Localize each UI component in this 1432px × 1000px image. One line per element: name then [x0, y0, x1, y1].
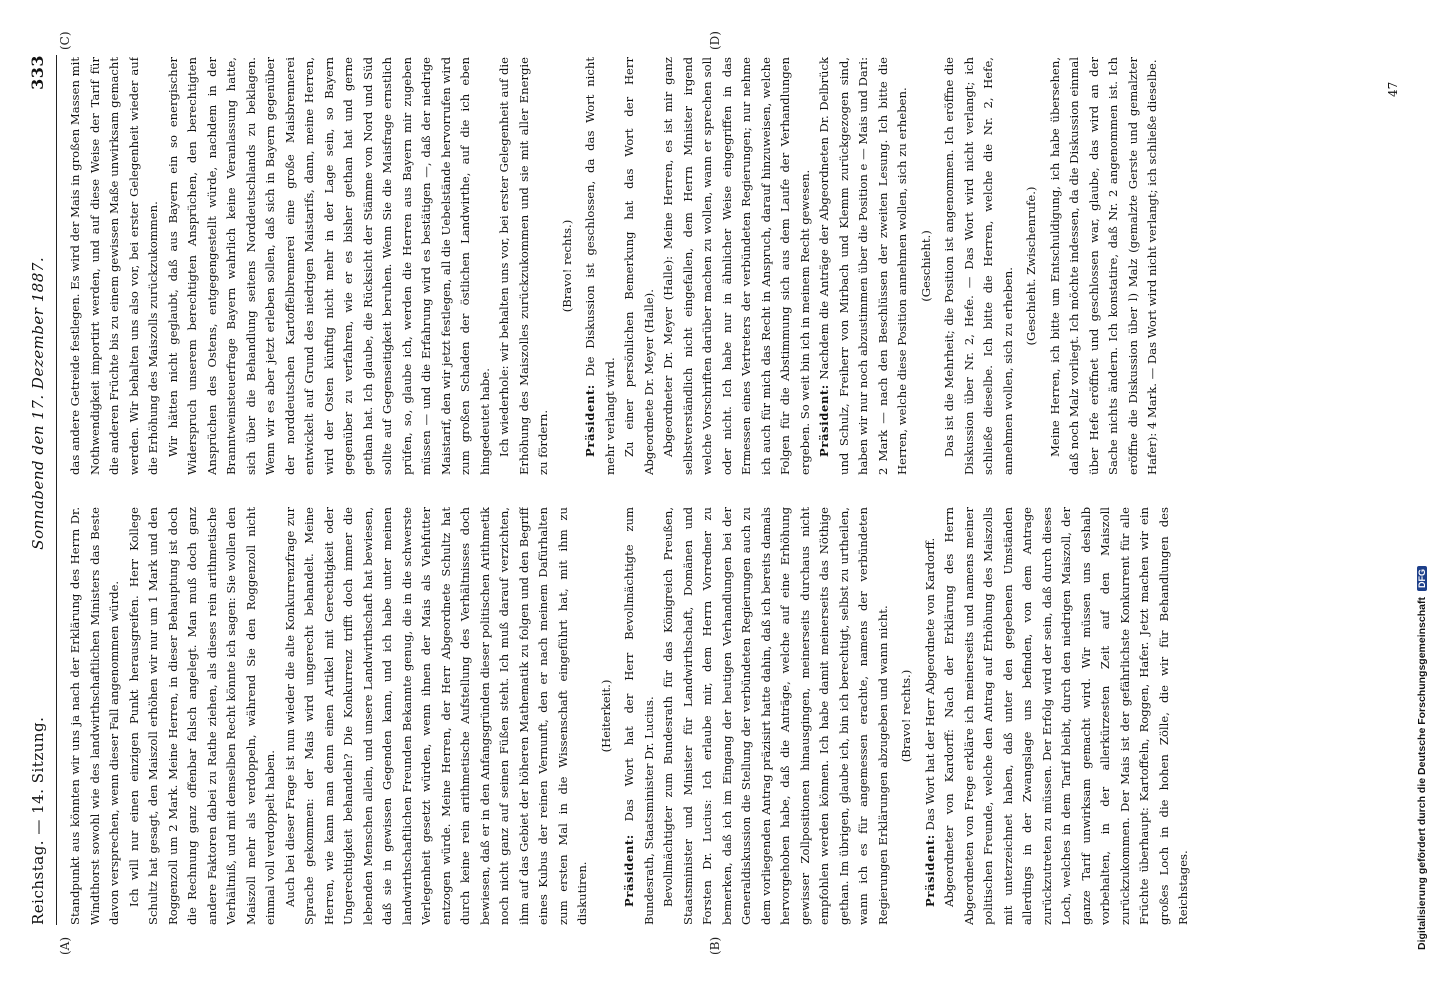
paragraph: das andere Getreide festlegen. Es wird der Mais in großen Massen mit Nothwendigkeit importirt werden, und auf diese Weise der Tarif für die anderen Früchte bis zu einem gewissen Maße unwirksam gemacht werden. Wir behalten uns also vor, bei erster Gelegenheit wieder auf die Erhöhung des Maiszolls zurückzukommen.	[68, 57, 160, 475]
paragraph: Ich wiederhole: wir behalten uns vor, bei erster Gelegenheit auf die Erhöhung des Maiszolles zurückzukommen und sie mit aller Energie zu fördern.	[497, 57, 550, 475]
margin-mark-b: (B)	[708, 936, 722, 955]
reaction-note: (Heiterkeit.)	[598, 679, 613, 753]
paragraph: Bevollmächtigter zum Bundesrath für das Königreich Preußen, Staatsminister und Minister für Landwirthschaft, Domänen und Forsten Dr. Lucius: Ich erlaube mir, dem Herrn Vorredner zu bemerken, daß ich im Eingang der heutigen Verhandlungen bei der Generaldiskussion die Stellung der verbündeten Regierungen auch zu dem vorliegenden Antrag präzisirt hatte dahin, daß ich bereits damals hervorgehoben habe, daß die Anträge, welche auf eine Erhöhung gewisser Zollpositionen hinausgingen, meinerseits durchaus nicht empfohlen werden können. Ich habe damit meinerseits das Nöthige gethan. Im übrigen, glaube ich, bin ich berechtigt, selbst zu urtheilen, wann ich es für angemessen erachte, namens der verbündeten Regierungen Erklärungen abzugeben und wann nicht.	[661, 507, 890, 925]
statement-text: Die Diskussion ist geschlossen, da das Wort nicht mehr verlangt wird.	[583, 57, 617, 475]
paragraph: Auch bei dieser Frage ist nun wieder die alte Konkurrenzfrage zur Sprache gekommen: der Mais wird ungerecht behandelt. Meine Herren, wie kann man denn einen Artikel mit Gerechtigkeit oder Ungerechtigkeit behandeln? Die Konkurrenz trifft doch immer die lebenden Menschen allein, und unsere Landwirthschaft hat bewiesen, daß sie in gewissen Gegenden kann, und ich habe unter meinen landwirthschaftlichen Freunden Bekannte genug, die in die schwerste Verlegenheit gesetzt würden, wenn ihnen der Mais als Viehfutter entzogen würde. Meine Herren, der Herr Abgeordnete Schultz hat durch keine rein arithmetische Aufstellung des Verhältnisses doch bewiesen, daß er in den Anfangsgründen dieser politischen Arithmetik noch nicht ganz auf seinen Füßen steht. Ich muß darauf verzichten, ihm auf das Gebiet der höheren Mathematik zu folgen und den Begriff eines Kubus der reinen Vernunft, den er nach meinem Dafürhalten zum ersten Mal in die Wissenschaft eingeführt hat, mit ihm zu diskutiren.	[282, 507, 589, 925]
speaker-label: Präsident:	[922, 834, 937, 907]
president-statement	[620, 507, 659, 925]
speaker-label: Präsident:	[583, 384, 597, 457]
header-rule	[56, 55, 57, 925]
paragraph: Meine Herren, ich bitte um Entschuldigung, ich habe übersehen, daß noch Malz vorliegt. Ich möchte indessen, da die Diskussion einmal über Hefe eröffnet und geschlossen war, glaube, das wird an der Sache nichts ändern. Ich konstatire, daß Nr. 2 angenommen ist. Ich eröffne die Diskussion über l) Malz (gemalzte Gerste und gemalzter Hafer): 4 Mark. — Das Wort wird nicht verlangt; ich schließe dieselbe.	[1047, 57, 1159, 475]
speaker-label: Präsident:	[622, 834, 636, 907]
president-statement	[815, 57, 913, 475]
digitization-credit	[1413, 50, 1431, 950]
paragraph: Das ist die Mehrheit; die Position ist angenommen. Ich eröffne die Diskussion über Nr. 2, Hefe. — Das Wort wird nicht verlangt; ich schließe dieselbe. Ich bitte die Herren, welche die Nr. 2, Hefe, annehmen wollen, sich zu erheben.	[942, 57, 1015, 475]
statement-text: Das Wort hat der Herr Bevollmächtigte zum Bundesrath, Staatsminister Dr. Lucius.	[622, 507, 656, 925]
right-column	[66, 57, 1386, 475]
reaction-note: (Geschieht. Zwischenrufe.)	[1024, 186, 1038, 346]
paragraph: Zu einer persönlichen Bemerkung hat das Wort der Herr Abgeordnete Dr. Meyer (Halle).	[622, 57, 656, 475]
paragraph: Abgeordneter von Kardorff: Nach der Erklärung des Herrn Abgeordneten von Frege erkläre ich meinerseits und namens meiner politischen Freunde, welche den Antrag auf Erhöhung des Maiszolls mit unterzeichnet haben, daß unter den gegebenen Umständen allerdings in der Zwangslage uns befinden, von dem Antrage zurückzutreten zu müssen. Der Erfolg wird der sein, daß durch dieses Loch, welches in dem Tarif bleibt, durch den niedrigen Maiszoll, der ganze Tarif unwirksam gemacht wird. Wir müssen uns deshalb vorbehalten, in der allerkürzesten Zeit auf den Maiszoll zurückzukommen. Der Mais ist der gefährlichste Konkurrent für alle Früchte überhaupt: Kartoffeln, Roggen, Hafer. Jetzt machen wir ein großes Loch in die hohen Zölle, die wir für Behandlungen des Reichstages.	[942, 507, 1190, 925]
reaction-note: (Geschieht.)	[918, 230, 933, 302]
header-date: Sonnabend den 17. Dezember 1887.	[29, 256, 47, 550]
sheet-number: 47	[1386, 81, 1400, 97]
margin-mark-a: (A)	[58, 936, 72, 955]
page-header	[28, 55, 52, 925]
header-left: Reichstag. — 14. Sitzung.	[29, 716, 47, 925]
credit-text: Digitalisierung gefördert durch die Deutsche Forschungsgemeinschaft	[1416, 597, 1428, 950]
page-number: 333	[28, 55, 47, 90]
paragraph: Standpunkt aus könnten wir uns ja nach der Erklärung des Herrn Dr. Windthorst sowohl wie des landwirthschaftlichen Ministers das Beste davon versprechen, wenn dieser Fall angenommen würde.	[68, 507, 121, 925]
reaction-note: (Bravo! rechts.)	[559, 219, 574, 313]
statement-text: Nachdem die Anträge der Abgeordneten Dr. Delbrück und Schulz, Freiherr von Mirbach und Klemm zurückgezogen sind, haben wir nur noch abzustimmen über die Position e — Mais und Dari: 2 Mark — nach den Beschlüssen der zweiten Lesung. Ich bitte die Herren, welche diese Position annehmen wollen, sich zu erheben.	[817, 57, 909, 475]
document-page	[18, 25, 1408, 965]
paragraph: Ich will nur einen einzigen Punkt herausgreifen. Herr Kollege Schultz hat gesagt, den Maiszoll erhöhen wir nur um 1 Mark und den Roggenzoll um 2 Mark. Meine Herren, in dieser Behauptung ist doch die Rechnung ganz offenbar falsch angelegt. Man muß doch ganz andere Faktoren dabei zu Rathe ziehen, als dieses rein arithmetische Verhältniß, und mit demselben Recht könnte ich sagen: Sie wollen den Maiszoll mehr als verdoppeln, während Sie den Roggenzoll nicht einmal voll verdoppelt haben.	[126, 507, 277, 925]
margin-mark-d: (D)	[708, 31, 722, 50]
dfg-logo: DFG	[1417, 566, 1427, 591]
speaker-label: Präsident:	[817, 384, 831, 457]
president-statement	[921, 507, 941, 925]
margin-mark-c: (C)	[58, 31, 72, 50]
left-column	[66, 507, 1386, 925]
statement-text: Das Wort hat der Herr Abgeordnete von Kardorff.	[922, 537, 937, 831]
paragraph: Abgeordneter Dr. Meyer (Halle): Meine Herren, es ist mir ganz selbstverständlich nicht eingefallen, dem Herrn Minister irgend welche Vorschriften darüber machen zu wollen, wann er sprechen soll oder nicht. Ich habe nur in ähnlicher Weise eingegriffen in das Ermessen eines Vertreters der verbündeten Regierungen; nur nehme ich auch für mich das Recht in Anspruch, darauf hinzuweisen, welche Folgen für die Abstimmung sich aus dem Laufe der Verhandlungen ergeben. So weit bin ich in meinem Recht gewesen.	[661, 57, 812, 475]
reaction-note: (Bravo! rechts.)	[899, 669, 913, 763]
president-statement	[581, 57, 620, 475]
paragraph: Wir hätten nicht geglaubt, daß aus Bayern ein so energischer Widerspruch unserem berechtigten Ansprüchen, den berechtigten Ansprüchen des Ostens, entgegengestellt würde, nachdem in der Branntweinsteuerfrage Bayern wahrlich keine Veranlassung hatte, sich über die Behandlung seitens Norddeutschlands zu beklagen. Wenn wir es aber jetzt erleben sollen, daß sich in Bayern gegenüber der norddeutschen Kartoffelbrennerei eine große Maisbrennerei entwickelt auf Grund des niedrigen Maistarifs, dann, meine Herren, wird der Osten künftig nicht mehr in der Lage sein, so Bayern gegenüber zu verfahren, wie er es bisher gethan hat und gerne gethan hat. Ich glaube, die Rücksicht der Stämme von Nord und Süd sollte auf Gegenseitigkeit beruhen. Wenn Sie die Maisfrage ernstlich prüfen, so, glaube ich, werden die Herren aus Bayern mir zugeben müssen — und die Erfahrung wird es bestätigen —, daß der niedrige Maistarif, den wir jetzt festlegen, all die Uebelstände hervorrufen wird zum großen Schaden der östlichen Landwirthe, auf die ich eben hingedeutet habe.	[165, 57, 492, 475]
